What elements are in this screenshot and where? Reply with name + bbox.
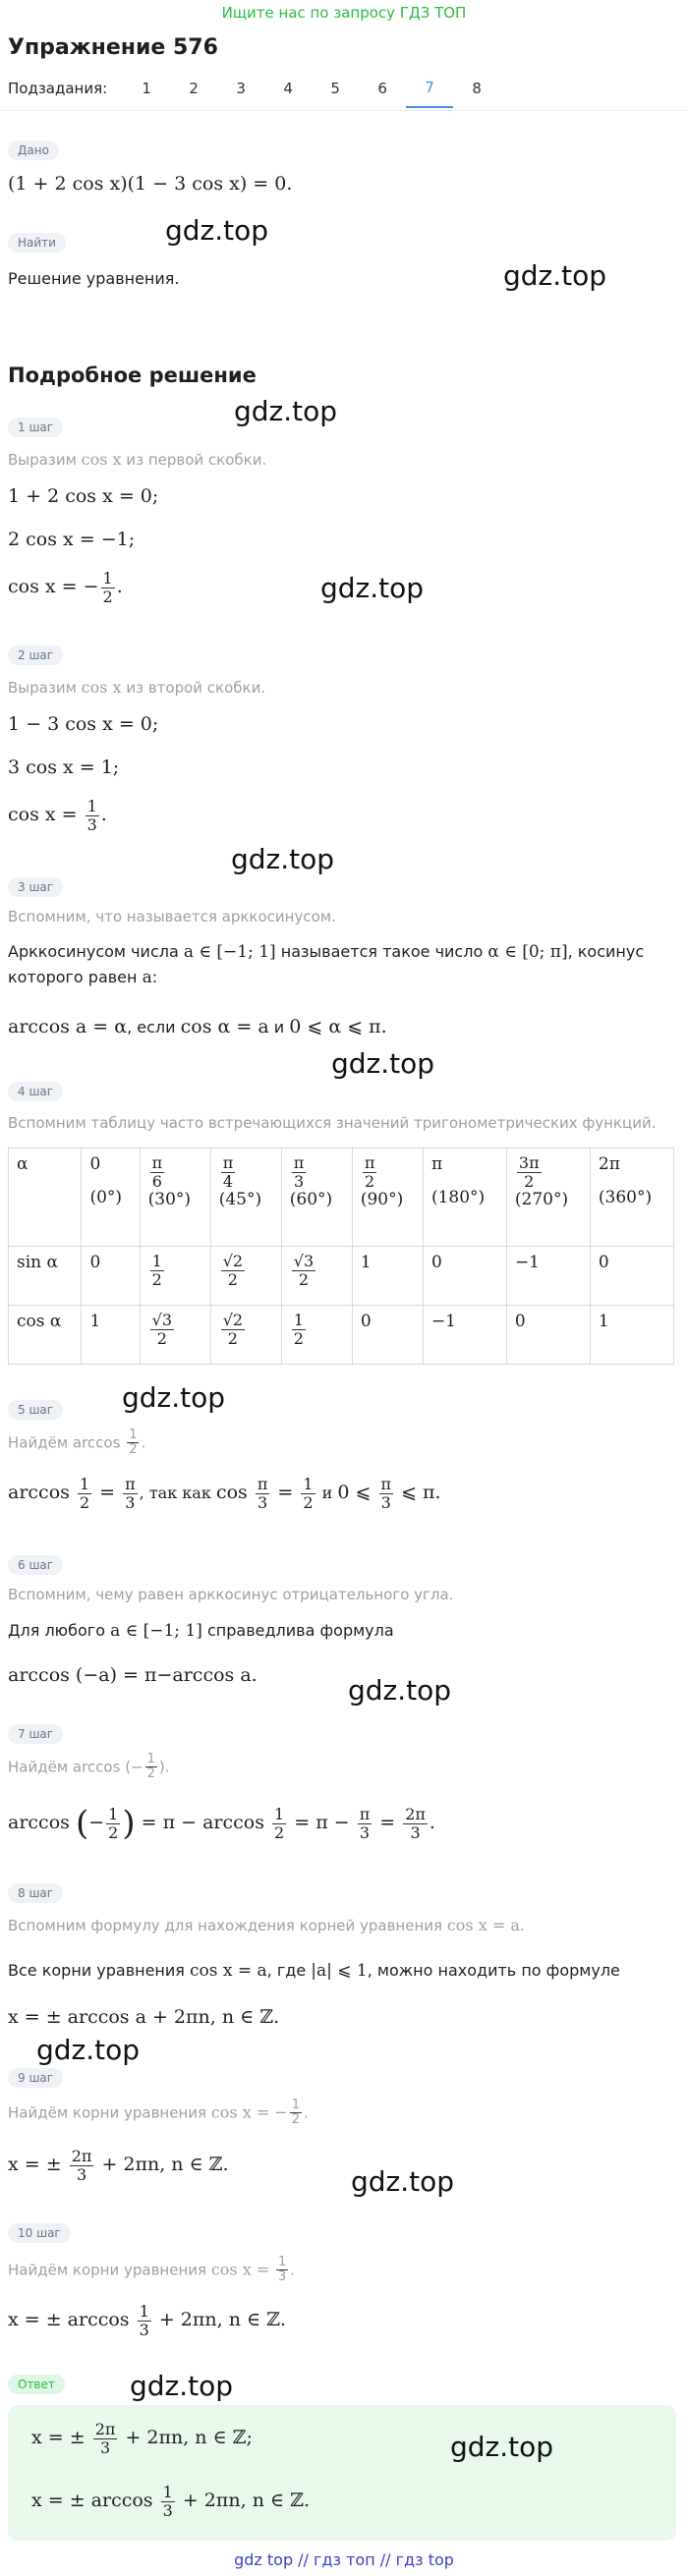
watermark: gdz.top: [36, 2034, 141, 2066]
math-line: arccos (−a) = π−arccos a.: [8, 1664, 258, 1686]
step-intro: Вспомним, чему равен арккосинус отрицательного угла.: [8, 1586, 454, 1603]
step-badge: 10 шаг: [8, 2223, 71, 2243]
subtasks-label: Подзадания:: [8, 80, 108, 97]
table-cell: $\frac{√3}{2}$: [140, 1306, 210, 1365]
table-cell: 2π (360°): [590, 1148, 673, 1247]
math-line: 1 − 3 cos x = 0;: [8, 713, 159, 735]
table-cell: 1: [352, 1247, 423, 1306]
step-intro: Найдём корни уравнения cos x = $\frac{1}{3}$ .: [8, 2255, 296, 2285]
step-intro: Выразим cos x из первой скобки.: [8, 450, 267, 469]
step-intro: Вспомним, что называется арккосинусом.: [8, 908, 336, 925]
math-line: arccos (− $\frac{1}{2}$ ) = π − arccos $\frac{1}{2}$ = π − $\frac{\pi}{3}$ = $\frac{2\pi}{3}$ .: [8, 1804, 435, 1843]
watermark: gdz.top: [351, 2165, 455, 2198]
table-cell: 0: [82, 1247, 140, 1306]
step-intro: Найдём корни уравнения cos x = − $\frac{1}{2}$ .: [8, 2098, 309, 2128]
step-badge: 2 шаг: [8, 645, 63, 665]
table-cell: −1: [506, 1247, 590, 1306]
table-cell: $\frac{√2}{2}$: [210, 1247, 281, 1306]
trig-table: [8, 1148, 674, 1365]
step-intro: Выразим cos x из второй скобки.: [8, 678, 266, 697]
table-cell: $\frac{\pi}{6}$ (30°): [140, 1148, 210, 1247]
step-text: Все корни уравнения cos x = a, где |a| ⩽ 1, можно находить по формуле: [8, 1961, 620, 1981]
table-cell: 1: [590, 1306, 673, 1365]
given-equation: (1 + 2 cos x)(1 − 3 cos x) = 0.: [8, 173, 293, 195]
table-cell: $\frac{\pi}{3}$ (60°): [281, 1148, 352, 1247]
table-row: [9, 1247, 674, 1306]
step-badge: 8 шаг: [8, 1883, 63, 1903]
table-cell: $\frac{1}{2}$: [140, 1247, 210, 1306]
table-cell: $\frac{√2}{2}$: [210, 1306, 281, 1365]
step-badge: 1 шаг: [8, 418, 63, 437]
step-badge: 7 шаг: [8, 1724, 63, 1744]
given-badge: Дано: [8, 140, 59, 160]
math-line: cos x = − $\frac{1}{2}$ .: [8, 569, 123, 606]
table-cell: 0: [352, 1306, 423, 1365]
subtask-6[interactable]: 6: [377, 80, 387, 97]
table-cell: 0: [590, 1247, 673, 1306]
watermark: gdz.top: [503, 259, 607, 292]
table-cell: $\frac{√3}{2}$: [281, 1247, 352, 1306]
watermark: gdz.top: [165, 214, 269, 247]
subtask-7[interactable]: 7: [406, 69, 453, 108]
step-intro: Найдём arccos $\frac{1}{2}$ .: [8, 1428, 146, 1458]
table-cell: cos α: [9, 1306, 82, 1365]
footer-links[interactable]: gdz top // гдз топ // гдз top: [234, 2550, 454, 2569]
math-line: 3 cos x = 1;: [8, 756, 120, 778]
page-title: Упражнение 576: [8, 35, 218, 60]
answer-line: x = ± $\frac{2\pi}{3}$ + 2πn, n ∈ ℤ;: [31, 2420, 253, 2457]
subtask-4[interactable]: 4: [283, 80, 293, 97]
watermark: gdz.top: [450, 2431, 554, 2463]
step-intro: Вспомним таблицу часто встречающихся значений тригонометрических функций.: [8, 1114, 657, 1132]
subtask-3[interactable]: 3: [236, 80, 246, 97]
search-banner: Ищите нас по запросу ГДЗ ТОП: [221, 4, 467, 22]
step-badge: 6 шаг: [8, 1555, 63, 1575]
find-badge: Найти: [8, 233, 66, 252]
step-intro: Найдём arccos (− $\frac{1}{2}$ ).: [8, 1752, 170, 1782]
watermark: gdz.top: [348, 1674, 452, 1707]
arccos-definition: Арккосинусом числа a ∈ [−1; 1] называется такое число α ∈ [0; π], косинус которого равен a:: [8, 942, 645, 987]
answer-badge: Ответ: [8, 2375, 65, 2394]
table-cell: $\frac{\pi}{2}$ (90°): [352, 1148, 423, 1247]
table-cell: $\frac{3\pi}{2}$ (270°): [506, 1148, 590, 1247]
find-text: Решение уравнения.: [8, 269, 180, 288]
step-badge: 4 шаг: [8, 1082, 63, 1101]
watermark: gdz.top: [130, 2370, 234, 2402]
table-cell: $\frac{\pi}{4}$ (45°): [210, 1148, 281, 1247]
math-line: x = ± arccos a + 2πn, n ∈ ℤ.: [8, 2006, 280, 2028]
math-line: cos x = $\frac{1}{3}$ .: [8, 797, 107, 834]
table-cell: π (180°): [423, 1148, 506, 1247]
table-cell: sin α: [9, 1247, 82, 1306]
math-line: 2 cos x = −1;: [8, 529, 136, 550]
table-cell: α: [9, 1148, 82, 1247]
math-line: arccos $\frac{1}{2}$ = $\frac{\pi}{3}$ , так как cos $\frac{\pi}{3}$ = $\frac{1}{2}$ и 0 ⩽ $\frac{\pi}{3}$ ⩽ π.: [8, 1475, 441, 1512]
table-row: [9, 1148, 674, 1247]
table-cell: 0 (0°): [82, 1148, 140, 1247]
subtask-8[interactable]: 8: [472, 80, 482, 97]
step-text: Для любого a ∈ [−1; 1] справедлива формула: [8, 1621, 394, 1641]
subtasks-nav: [0, 67, 688, 111]
math-line: x = ± $\frac{2\pi}{3}$ + 2πn, n ∈ ℤ.: [8, 2147, 229, 2184]
math-line: 1 + 2 cos x = 0;: [8, 485, 159, 507]
arccos-formula: arccos a = α, если cos α = a и 0 ⩽ α ⩽ π.: [8, 1016, 387, 1037]
table-cell: −1: [423, 1306, 506, 1365]
subtask-5[interactable]: 5: [330, 80, 340, 97]
table-row: [9, 1306, 674, 1365]
table-cell: $\frac{1}{2}$: [281, 1306, 352, 1365]
watermark: gdz.top: [231, 843, 335, 875]
table-cell: 0: [506, 1306, 590, 1365]
subtask-2[interactable]: 2: [189, 80, 199, 97]
table-cell: 1: [82, 1306, 140, 1365]
step-badge: 3 шаг: [8, 877, 63, 897]
step-badge: 5 шаг: [8, 1400, 63, 1420]
step-badge: 9 шаг: [8, 2068, 63, 2088]
answer-box: [8, 2405, 676, 2541]
watermark: gdz.top: [331, 1047, 435, 1080]
subtask-1[interactable]: 1: [142, 80, 151, 97]
math-line: x = ± arccos $\frac{1}{3}$ + 2πn, n ∈ ℤ.: [8, 2302, 286, 2339]
table-cell: 0: [423, 1247, 506, 1306]
answer-line: x = ± arccos $\frac{1}{3}$ + 2πn, n ∈ ℤ.: [31, 2483, 310, 2520]
solution-title: Подробное решение: [8, 364, 257, 387]
watermark: gdz.top: [320, 572, 425, 604]
watermark: gdz.top: [122, 1381, 226, 1414]
step-intro: Вспомним формулу для нахождения корней уравнения cos x = a.: [8, 1916, 525, 1934]
watermark: gdz.top: [234, 395, 338, 427]
